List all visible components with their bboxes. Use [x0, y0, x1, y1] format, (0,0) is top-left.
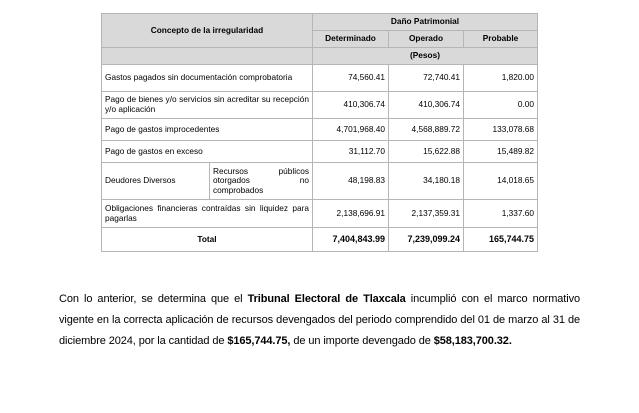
row-operado: 34,180.18 — [389, 163, 464, 200]
row-determinado: 31,112.70 — [313, 141, 389, 163]
damage-group-header: Daño Patrimonial — [313, 14, 538, 31]
table-row — [102, 200, 538, 228]
row-probable: 15,489.82 — [464, 141, 538, 163]
row-determinado: 48,198.83 — [313, 163, 389, 200]
paragraph-text: de un importe devengado de — [290, 335, 434, 347]
row-concept: Gastos pagados sin documentación comprobatoria — [102, 65, 313, 92]
row-determinado: 74,560.41 — [313, 65, 389, 92]
total-label: Total — [102, 228, 313, 252]
row-probable: 1,337.60 — [464, 200, 538, 228]
row-concept: Pago de gastos improcedentes — [102, 119, 313, 141]
row-operado: 4,568,889.72 — [389, 119, 464, 141]
row-concept: Pago de gastos en exceso — [102, 141, 313, 163]
row-probable: 1,820.00 — [464, 65, 538, 92]
probable-amount: $165,744.75, — [227, 335, 291, 347]
devengado-total: $58,183,700.32. — [433, 335, 512, 347]
row-operado: 15,622.88 — [389, 141, 464, 163]
row-concept: Deudores Diversos — [102, 163, 210, 200]
row-probable: 0.00 — [464, 92, 538, 119]
units-header: (Pesos) — [313, 48, 538, 65]
conclusion-paragraph — [59, 289, 580, 352]
entity-name: Tribunal Electoral de Tlaxcala — [247, 293, 406, 305]
row-probable: 14,018.65 — [464, 163, 538, 200]
row-subconcept: Recursos públicos otorgados no comprobados — [210, 163, 313, 200]
total-determinado: 7,404,843.99 — [313, 228, 389, 252]
paragraph-text: Con lo anterior, se determina que el — [59, 293, 248, 305]
total-probable: 165,744.75 — [464, 228, 538, 252]
col-header-probable: Probable — [464, 31, 538, 48]
table-row — [102, 163, 538, 200]
row-concept: Obligaciones financieras contraídas sin liquidez para pagarlas — [102, 200, 313, 228]
row-determinado: 4,701,968.40 — [313, 119, 389, 141]
irregularities-table — [101, 13, 538, 252]
paragraph-text: incumplió con el marco normativo vigente en la correcta aplicación de recursos devengados del periodo comprendido del 01 de marzo al 31 de diciembre 2024, por la cantidad de — [59, 293, 580, 347]
row-operado: 72,740.41 — [389, 65, 464, 92]
row-determinado: 2,138,696.91 — [313, 200, 389, 228]
col-header-operado: Operado — [389, 31, 464, 48]
row-operado: 2,137,359.31 — [389, 200, 464, 228]
total-row — [102, 228, 538, 252]
table-row — [102, 92, 538, 119]
row-concept: Pago de bienes y/o servicios sin acreditar su recepción y/o aplicación — [102, 92, 313, 119]
table-row — [102, 141, 538, 163]
row-operado: 410,306.74 — [389, 92, 464, 119]
row-determinado: 410,306.74 — [313, 92, 389, 119]
table-row — [102, 65, 538, 92]
row-probable: 133,078.68 — [464, 119, 538, 141]
units-blank — [102, 48, 313, 65]
col-header-determinado: Determinado — [313, 31, 389, 48]
concept-header: Concepto de la irregularidad — [102, 14, 313, 48]
table-row — [102, 119, 538, 141]
total-operado: 7,239,099.24 — [389, 228, 464, 252]
